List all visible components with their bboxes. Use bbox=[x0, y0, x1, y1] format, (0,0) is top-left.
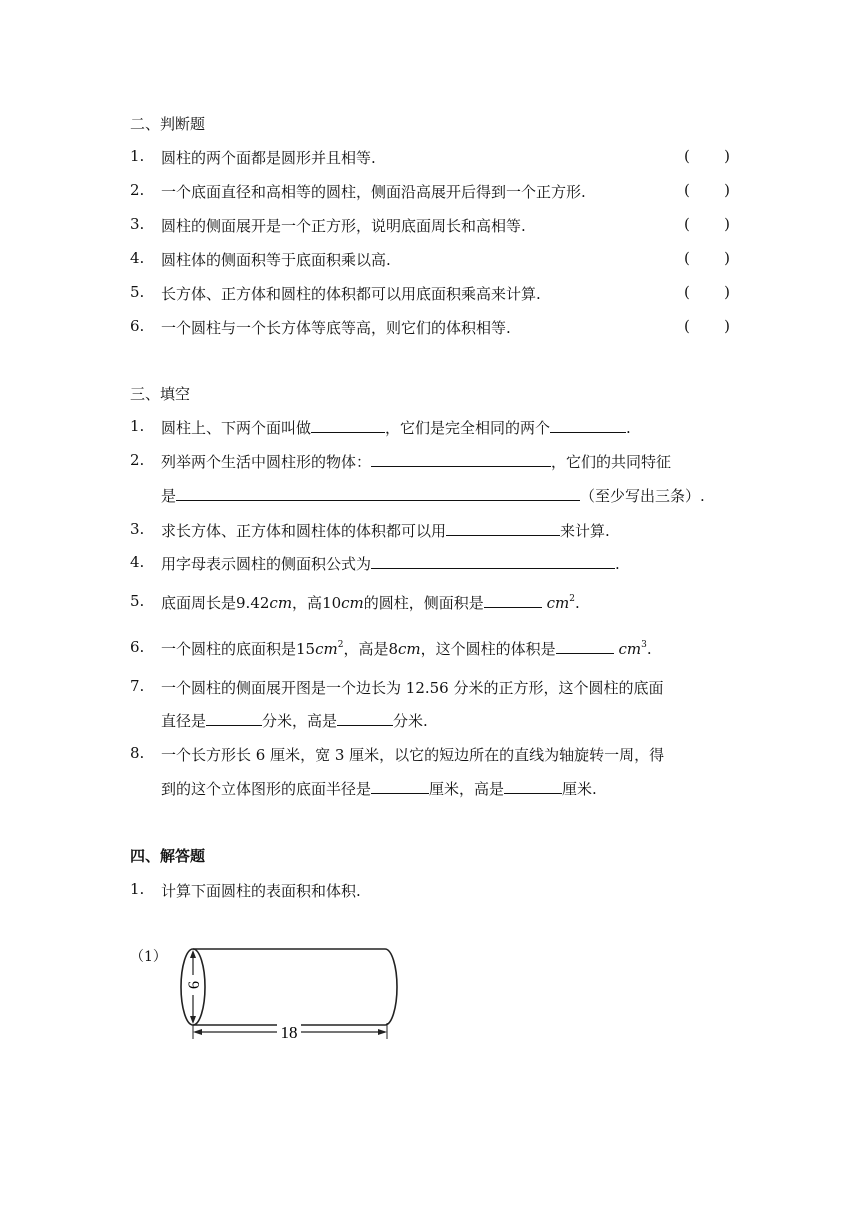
diameter-arrow-top bbox=[190, 950, 196, 958]
item-text: 圆柱体的侧面积等于底面积乘以高. bbox=[161, 251, 391, 269]
fill-question-5: 底面周长是9.42cm，高10cm的圆柱，侧面积是 $cm^2$. bbox=[161, 594, 580, 612]
answer-parens[interactable]: ( ) bbox=[684, 181, 730, 199]
fill-question-2-cont: 是 （至少写出三条）. bbox=[161, 487, 705, 505]
fill-question-7-cont: 直径是 分米，高是 分米. bbox=[161, 712, 428, 730]
item-number: 3. bbox=[130, 520, 145, 538]
answer-parens[interactable]: ( ) bbox=[684, 249, 730, 267]
item-number: 1. bbox=[130, 880, 145, 898]
answer-blank[interactable] bbox=[484, 593, 542, 608]
fill-question-2: 列举两个生活中圆柱形的物体： ，它们的共同特征 bbox=[161, 453, 672, 471]
fill-question-4: 用字母表示圆柱的侧面积公式为 . bbox=[161, 555, 620, 573]
answer-parens[interactable]: ( ) bbox=[684, 317, 730, 335]
item-number: 7. bbox=[130, 677, 145, 695]
cylinder-figure bbox=[175, 945, 405, 1045]
item-number: 5. bbox=[130, 592, 145, 610]
fill-question-3: 求长方体、正方体和圆柱体的体积都可以用 来计算. bbox=[161, 522, 610, 540]
answer-blank[interactable] bbox=[337, 711, 393, 726]
diameter-label: 6 bbox=[186, 981, 203, 989]
answer-blank[interactable] bbox=[371, 554, 615, 569]
item-number: 5. bbox=[130, 283, 145, 301]
answer-blank[interactable] bbox=[206, 711, 262, 726]
answer-blank[interactable] bbox=[311, 418, 385, 433]
item-text: 一个底面直径和高相等的圆柱，侧面沿高展开后得到一个正方形. bbox=[161, 183, 586, 201]
answer-blank[interactable] bbox=[556, 639, 614, 654]
answer-blank[interactable] bbox=[550, 418, 626, 433]
answer-parens[interactable]: ( ) bbox=[684, 283, 730, 301]
item-number: 2. bbox=[130, 181, 145, 199]
answer-blank[interactable] bbox=[176, 486, 580, 501]
item-number: 4. bbox=[130, 249, 145, 267]
item-number: 3. bbox=[130, 215, 145, 233]
length-label: 18 bbox=[280, 1023, 298, 1042]
answer-blank[interactable] bbox=[371, 452, 551, 467]
fill-question-8: 一个长方形长 6 厘米，宽 3 厘米，以它的短边所在的直线为轴旋转一周，得 bbox=[161, 746, 665, 764]
fill-heading: 三、填空 bbox=[130, 385, 191, 403]
length-arrow-right bbox=[378, 1029, 387, 1035]
answer-blank[interactable] bbox=[371, 779, 429, 794]
fill-question-7: 一个圆柱的侧面展开图是一个边长为 12.56 分米的正方形，这个圆柱的底面 bbox=[161, 679, 664, 697]
fill-question-1: 圆柱上、下两个面叫做 ，它们是完全相同的两个 . bbox=[161, 419, 631, 437]
length-arrow-left bbox=[193, 1029, 202, 1035]
item-number: 1. bbox=[130, 417, 145, 435]
answer-parens[interactable]: ( ) bbox=[684, 215, 730, 233]
item-number: 8. bbox=[130, 744, 145, 762]
item-text: 长方体、正方体和圆柱的体积都可以用底面积乘高来计算. bbox=[161, 285, 541, 303]
answer-parens[interactable]: ( ) bbox=[684, 147, 730, 165]
answer-blank[interactable] bbox=[504, 779, 562, 794]
answer-blank[interactable] bbox=[446, 521, 560, 536]
item-number: 1. bbox=[130, 147, 145, 165]
cylinder-body bbox=[193, 949, 397, 1025]
answer-question-1: 计算下面圆柱的表面积和体积. bbox=[161, 882, 361, 900]
answer-heading: 四、解答题 bbox=[130, 847, 206, 865]
figure-label: （1） bbox=[130, 949, 167, 965]
item-number: 6. bbox=[130, 638, 145, 656]
item-number: 4. bbox=[130, 553, 145, 571]
diameter-arrow-bottom bbox=[190, 1016, 196, 1024]
judge-heading: 二、判断题 bbox=[130, 115, 206, 133]
item-number: 2. bbox=[130, 451, 145, 469]
item-number: 6. bbox=[130, 317, 145, 335]
item-text: 圆柱的侧面展开是一个正方形，说明底面周长和高相等. bbox=[161, 217, 526, 235]
fill-question-8-cont: 到的这个立体图形的底面半径是 厘米，高是 厘米. bbox=[161, 780, 597, 798]
item-text: 圆柱的两个面都是圆形并且相等. bbox=[161, 149, 376, 167]
item-text: 一个圆柱与一个长方体等底等高，则它们的体积相等. bbox=[161, 319, 511, 337]
fill-question-6: 一个圆柱的底面积是$15cm^2$，高是8cm，这个圆柱的体积是 $cm^3$. bbox=[161, 640, 652, 658]
